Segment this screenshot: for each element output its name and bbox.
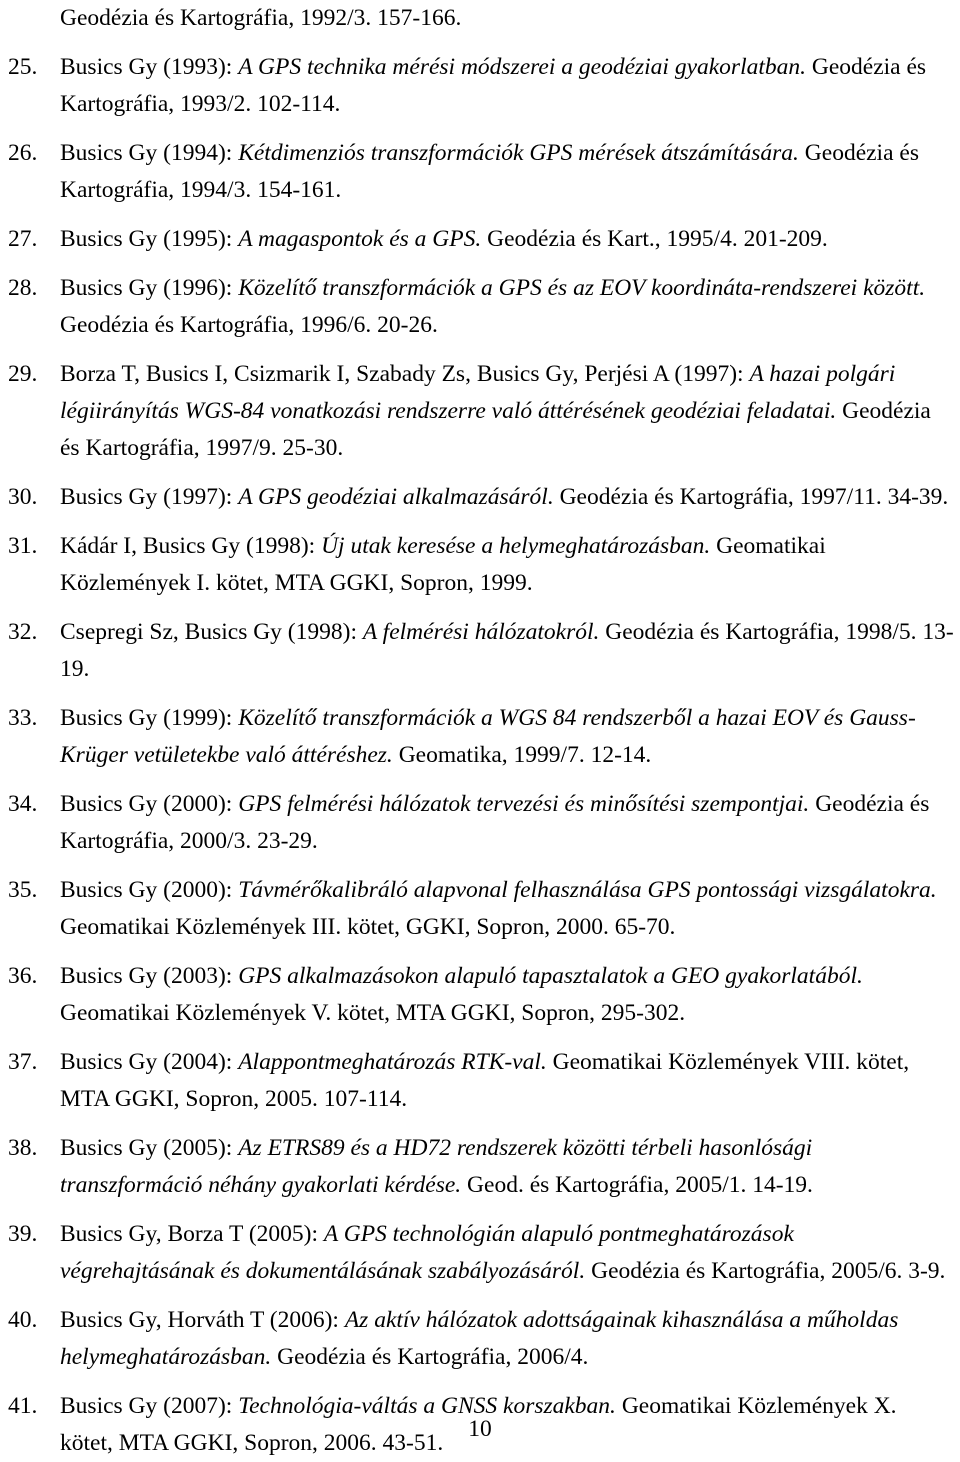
reference-number: 29.	[8, 361, 38, 387]
reference-text-segment: Geod. és Kartográfia, 2005/1. 14-19.	[461, 1172, 813, 1198]
reference-text	[60, 49, 954, 123]
page-number: 10	[468, 1416, 492, 1442]
reference-item	[8, 1044, 954, 1118]
reference-text-segment: Busics Gy (1996):	[60, 275, 239, 301]
reference-text-segment: Busics Gy, Borza T (2005):	[60, 1221, 324, 1247]
reference-text	[60, 958, 954, 1032]
reference-title: A GPS technika mérési módszerei a geodéziai gyakorlatban.	[238, 54, 807, 80]
reference-text-segment: Geomatikai Közlemények III. kötet, GGKI, Sopron, 2000. 65-70.	[60, 914, 676, 940]
reference-title: A GPS technológián alapuló pontmeghatározások végrehajtásának és dokumentálásának szabályozásáról.	[60, 1221, 794, 1284]
reference-text-segment: Geomatika, 1999/7. 12-14.	[392, 742, 652, 768]
reference-item	[8, 1130, 954, 1204]
reference-number: 25.	[8, 54, 38, 80]
reference-text	[60, 786, 954, 860]
reference-text	[60, 1216, 954, 1290]
reference-item	[8, 1216, 954, 1290]
reference-text	[60, 1302, 954, 1376]
reference-text-segment: Geodézia és Kartográfia, 1992/3. 157-166.	[60, 5, 462, 31]
reference-text-segment: Busics Gy (1999):	[60, 705, 239, 731]
reference-text	[60, 356, 954, 467]
reference-title: A magaspontok és a GPS.	[238, 226, 482, 252]
reference-text	[60, 872, 954, 946]
reference-item	[8, 614, 954, 688]
reference-title: Alappontmeghatározás RTK-val.	[238, 1049, 547, 1075]
reference-item	[8, 479, 954, 516]
reference-number: 37.	[8, 1049, 38, 1075]
reference-text-segment: Busics Gy (2000):	[60, 877, 239, 903]
reference-item	[8, 356, 954, 467]
reference-text-segment: Busics Gy (2004):	[60, 1049, 239, 1075]
reference-title: A felmérési hálózatokról.	[362, 619, 600, 645]
reference-text-segment: Geomatikai Közlemények V. kötet, MTA GGKI, Sopron, 295-302.	[60, 1000, 686, 1026]
reference-title: Új utak keresése a helymeghatározásban.	[321, 533, 711, 559]
reference-item	[8, 958, 954, 1032]
reference-item	[8, 528, 954, 602]
reference-text-segment: Busics Gy (1993):	[60, 54, 239, 80]
reference-number: 36.	[8, 963, 38, 989]
reference-text-segment: Geodézia és Kartográfia, 1994/3. 154-161.	[60, 140, 919, 203]
reference-item	[8, 700, 954, 774]
reference-text-segment: Geodézia és Kartográfia, 2000/3. 23-29.	[60, 791, 930, 854]
reference-text	[60, 528, 954, 602]
reference-text	[60, 479, 954, 516]
reference-text-segment: Geodézia és Kartográfia, 1997/9. 25-30.	[60, 398, 931, 461]
reference-title: GPS alkalmazásokon alapuló tapasztalatok a GEO gyakorlatából.	[238, 963, 863, 989]
reference-text-segment: Busics Gy (2005):	[60, 1135, 239, 1161]
reference-text-segment: Geodézia és Kartográfia, 2005/6. 3-9.	[585, 1258, 946, 1284]
reference-title: Közelítő transzformációk a WGS 84 rendszerből a hazai EOV és Gauss-Krüger vetületekbe való áttéréshez.	[60, 705, 916, 768]
reference-title: GPS felmérési hálózatok tervezési és minősítési szempontjai.	[238, 791, 810, 817]
reference-item	[8, 270, 954, 344]
reference-item	[8, 1302, 954, 1376]
reference-text-segment: Borza T, Busics I, Csizmarik I, Szabady Zs, Busics Gy, Perjési A (1997):	[60, 361, 750, 387]
reference-text-segment: Geodézia és Kartográfia, 1997/11. 34-39.	[553, 484, 949, 510]
reference-number: 34.	[8, 791, 38, 817]
reference-text-segment: Csepregi Sz, Busics Gy (1998):	[60, 619, 363, 645]
reference-item	[8, 786, 954, 860]
reference-title: Kétdimenziós transzformációk GPS mérések átszámítására.	[238, 140, 799, 166]
reference-text-segment: Geodézia és Kartográfia, 2006/4.	[271, 1344, 589, 1370]
reference-item	[8, 135, 954, 209]
reference-title: Az ETRS89 és a HD72 rendszerek közötti térbeli hasonlósági transzformáció néhány gyakorlati kérdése.	[60, 1135, 813, 1198]
reference-text-segment: Geodézia és Kartográfia, 1998/5. 13-19.	[60, 619, 954, 682]
reference-number: 39.	[8, 1221, 38, 1247]
reference-number: 26.	[8, 140, 38, 166]
reference-text-segment: Geomatikai Közlemények I. kötet, MTA GGKI, Sopron, 1999.	[60, 533, 826, 596]
reference-text-segment: Geodézia és Kart., 1995/4. 201-209.	[481, 226, 828, 252]
reference-title: Közelítő transzformációk a GPS és az EOV koordináta-rendszerei között.	[238, 275, 926, 301]
reference-text	[60, 221, 954, 258]
reference-text	[60, 700, 954, 774]
reference-number: 38.	[8, 1135, 38, 1161]
reference-number: 35.	[8, 877, 38, 903]
reference-title: Az aktív hálózatok adottságainak kihasználása a műholdas helymeghatározásban.	[60, 1307, 899, 1370]
reference-text-segment: Kádár I, Busics Gy (1998):	[60, 533, 322, 559]
reference-text	[60, 614, 954, 688]
reference-number: 30.	[8, 484, 38, 510]
reference-text-segment: Busics Gy (2007):	[60, 1393, 239, 1419]
reference-list	[8, 0, 954, 1462]
reference-text-segment: Busics Gy, Horváth T (2006):	[60, 1307, 345, 1333]
reference-text-segment: Geodézia és Kartográfia, 1996/6. 20-26.	[60, 312, 438, 338]
reference-continuation	[8, 0, 954, 37]
reference-number: 27.	[8, 226, 38, 252]
reference-number: 28.	[8, 275, 38, 301]
reference-text-segment: Busics Gy (1995):	[60, 226, 239, 252]
reference-text-segment: Geodézia és Kartográfia, 1993/2. 102-114.	[60, 54, 927, 117]
reference-item	[8, 221, 954, 258]
reference-text	[60, 270, 954, 344]
reference-title: Technológia-váltás a GNSS korszakban.	[238, 1393, 616, 1419]
reference-number: 41.	[8, 1393, 38, 1419]
reference-text-segment: Busics Gy (1997):	[60, 484, 239, 510]
reference-item	[8, 872, 954, 946]
reference-title: A GPS geodéziai alkalmazásáról.	[238, 484, 554, 510]
reference-item	[8, 49, 954, 123]
reference-title: A hazai polgári légiirányítás WGS-84 vonatkozási rendszerre való áttérésének geodéziai feladatai.	[60, 361, 896, 424]
reference-text	[60, 135, 954, 209]
reference-text-segment: Busics Gy (2003):	[60, 963, 239, 989]
reference-text-segment: Busics Gy (1994):	[60, 140, 239, 166]
reference-text	[60, 1044, 954, 1118]
reference-number: 33.	[8, 705, 38, 731]
reference-number: 32.	[8, 619, 38, 645]
reference-title: Távmérőkalibráló alapvonal felhasználása GPS pontossági vizsgálatokra.	[238, 877, 937, 903]
reference-text-segment: Busics Gy (2000):	[60, 791, 239, 817]
reference-text-segment: Geomatikai Közlemények X. kötet, MTA GGKI, Sopron, 2006. 43-51.	[60, 1393, 897, 1456]
reference-text-segment: Geomatikai Közlemények VIII. kötet, MTA GGKI, Sopron, 2005. 107-114.	[60, 1049, 910, 1112]
reference-number: 40.	[8, 1307, 38, 1333]
reference-text	[60, 1130, 954, 1204]
reference-number: 31.	[8, 533, 38, 559]
